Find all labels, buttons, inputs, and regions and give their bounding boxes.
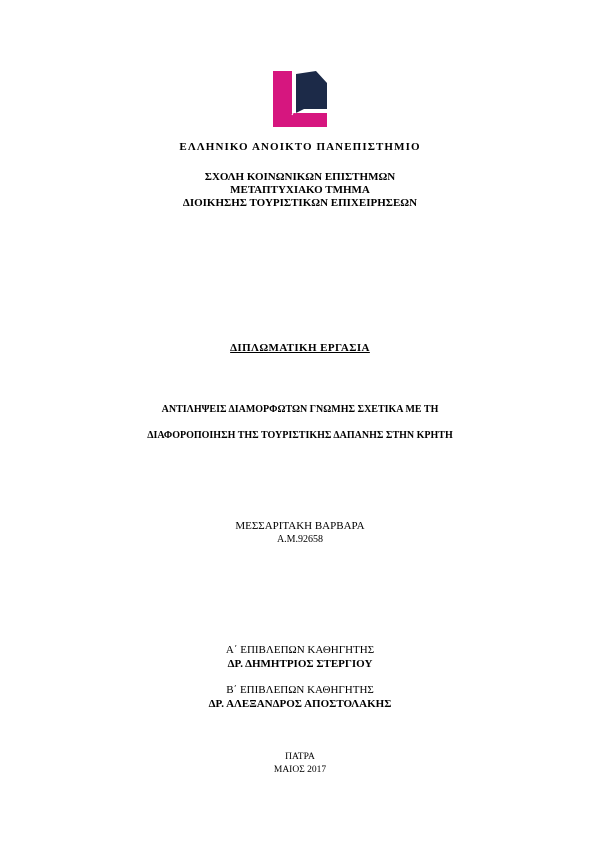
- date: ΜΑΙΟΣ 2017: [273, 765, 327, 775]
- supervisor-1-role: Α΄ ΕΠΙΒΛΕΠΩΝ ΚΑΘΗΓΗΤΗΣ: [225, 644, 375, 656]
- document-type-heading: ΔΙΠΛΩΜΑΤΙΚΗ ΕΡΓΑΣΙΑ: [230, 342, 370, 354]
- department-name: ΜΕΤΑΠΤΥΧΙΑΚΟ ΤΜΗΜΑ: [230, 184, 370, 196]
- thesis-title-line-2: ΔΙΑΦΟΡΟΠΟΙΗΣΗ ΤΗΣ ΤΟΥΡΙΣΤΙΚΗΣ ΔΑΠΑΝΗΣ ΣΤΗΝ ΚΡΗΤΗ: [147, 430, 453, 441]
- supervisor-2-name: ΔΡ. ΑΛΕΞΑΝΔΡΟΣ ΑΠΟΣΤΟΛΑΚΗΣ: [208, 698, 392, 710]
- student-id: Α.Μ.92658: [276, 534, 324, 545]
- thesis-title-line-1: ΑΝΤΙΛΗΨΕΙΣ ΔΙΑΜΟΡΦΩΤΩΝ ΓΝΩΜΗΣ ΣΧΕΤΙΚΑ ΜΕ ΤΗ: [161, 404, 439, 415]
- city: ΠΑΤΡΑ: [285, 752, 315, 762]
- supervisor-2-role: Β΄ ΕΠΙΒΛΕΠΩΝ ΚΑΘΗΓΗΤΗΣ: [226, 684, 374, 696]
- university-name: ΕΛΛΗΝΙΚΟ ΑΝΟΙΚΤΟ ΠΑΝΕΠΙΣΤΗΜΙΟ: [179, 141, 421, 153]
- program-name: ΔΙΟΙΚΗΣΗΣ ΤΟΥΡΙΣΤΙΚΩΝ ΕΠΙΧΕΙΡΗΣΕΩΝ: [182, 197, 418, 209]
- university-logo-open-book-icon: [273, 71, 327, 127]
- author-name: ΜΕΣΣΑΡΙΤΑΚΗ ΒΑΡΒΑΡΑ: [235, 520, 365, 532]
- school-name: ΣΧΟΛΗ ΚΟΙΝΩΝΙΚΩΝ ΕΠΙΣΤΗΜΩΝ: [204, 171, 396, 183]
- supervisor-1-name: ΔΡ. ΔΗΜΗΤΡΙΟΣ ΣΤΕΡΓΙΟΥ: [227, 658, 373, 670]
